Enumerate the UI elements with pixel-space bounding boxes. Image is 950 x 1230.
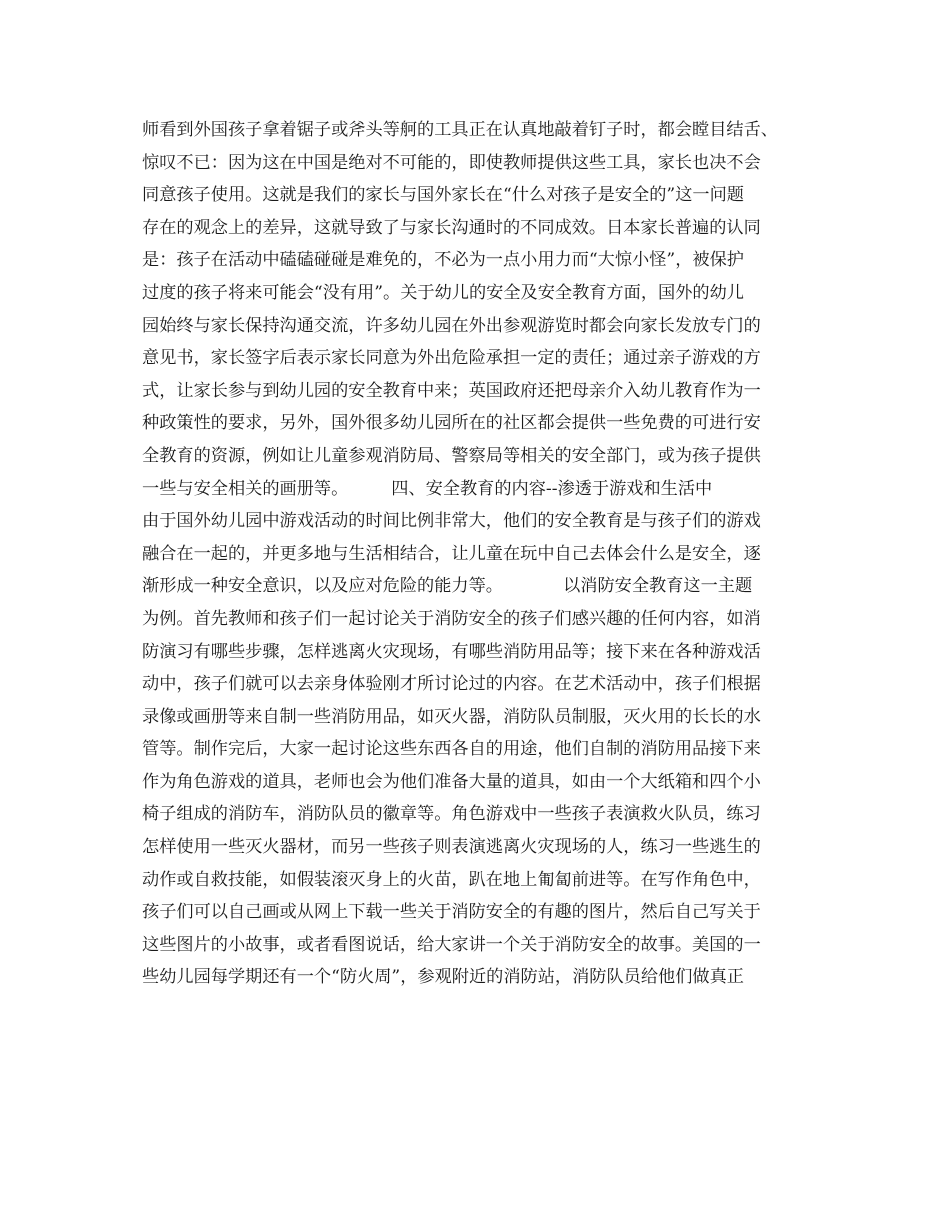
text-line: 怎样使用一些灭火器材，而另一些孩子则表演逃离火灾现场的人，练习一些逃生的 [142,837,761,858]
text-line: 同意孩子使用。这就是我们的家长与国外家长在“什么对孩子是安全的”这一问题 [142,185,744,206]
text-line: 孩子们可以自己画或从网上下载一些关于消防安全的有趣的图片，然后自己写关于 [142,902,761,923]
text-line: 意见书，家长签字后表示家长同意为外出危险承担一定的责任；通过亲子游戏的方 [142,348,761,369]
text-line: 这些图片的小故事，或者看图说话，给大家讲一个关于消防安全的故事。美国的一 [142,934,761,955]
text-line: 渐形成一种安全意识，以及应对危险的能力等。 以消防安全教育这一主题 [142,576,753,597]
text-line: 全教育的资源，例如让儿童参观消防局、警察局等相关的安全部门，或为孩子提供 [142,445,761,466]
text-line: 存在的观念上的差异，这就导致了与家长沟通时的不同成效。日本家长普遍的认同 [142,217,761,238]
text-line: 动作或自救技能，如假装滚灭身上的火苗，趴在地上匍匐前进等。在写作角色中， [142,869,761,890]
text-line: 椅子组成的消防车，消防队员的徽章等。角色游戏中一些孩子表演救火队员，练习 [142,804,761,825]
text-line: 由于国外幼儿园中游戏活动的时间比例非常大，他们的安全教育是与孩子们的游戏 [142,511,761,532]
text-line: 惊叹不已：因为这在中国是绝对不可能的，即使教师提供这些工具，家长也决不会 [142,152,761,173]
text-line: 过度的孩子将来可能会“没有用”。关于幼儿的安全及安全教育方面，国外的幼儿 [142,282,744,303]
text-line: 一些与安全相关的画册等。 四、安全教育的内容--渗透于游戏和生活中 [142,478,713,499]
text-line: 管等。制作完后，大家一起讨论这些东西各自的用途，他们自制的消防用品接下来 [142,739,761,760]
text-line: 式，让家长参与到幼儿园的安全教育中来；英国政府还把母亲介入幼儿教育作为一 [142,380,761,401]
text-line: 录像或画册等来自制一些消防用品，如灭火器，消防队员制服，灭火用的长长的水 [142,706,761,727]
text-line: 师看到外国孩子拿着锯子或斧头等舸的工具正在认真地敲着钉子时，都会瞠目结舌、 [142,120,778,140]
text-line: 融合在一起的，并更多地与生活相结合，让儿童在玩中自己去体会什么是安全，逐 [142,543,761,564]
body-text [142,114,822,994]
text-line: 为例。首先教师和孩子们一起讨论关于消防安全的孩子们感兴趣的任何内容，如消 [142,608,761,629]
text-line: 是：孩子在活动中磕磕碰碰是难免的，不必为一点小用力而“大惊小怪”，被保护 [142,250,744,271]
text-line: 作为角色游戏的道具，老师也会为他们准备大量的道具，如由一个大纸箱和四个小 [142,771,761,792]
text-line: 动中，孩子们就可以去亲身体验刚才所讨论过的内容。在艺术活动中，孩子们根据 [142,674,761,695]
text-line: 园始终与家长保持沟通交流，许多幼儿园在外出参观游览时都会向家长发放专门的 [142,315,761,336]
text-line: 种政策性的要求，另外，国外很多幼儿园所在的社区都会提供一些免费的可进行安 [142,413,761,434]
text-line: 防演习有哪些步骤，怎样逃离火灾现场，有哪些消防用品等；接下来在各种游戏活 [142,641,761,662]
text-line: 些幼儿园每学期还有一个“防火周”，参观附近的消防站，消防队员给他们做真正 [142,967,744,988]
